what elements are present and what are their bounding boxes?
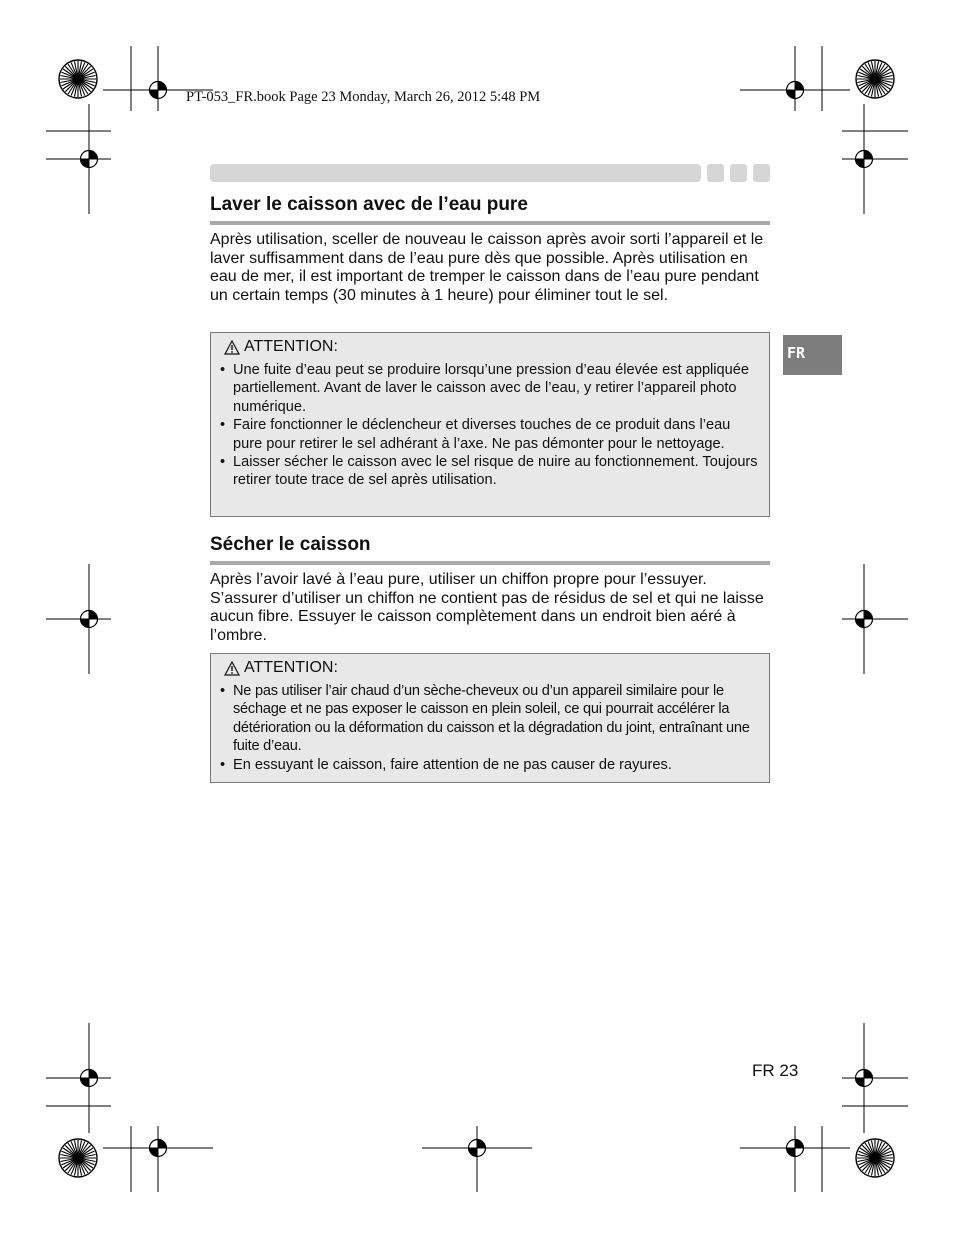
- section-paragraph-wash: Après utilisation, sceller de nouveau le caisson après avoir sorti l’appareil et le laver suffisamment dans de l’eau pure dès que possible. Après utilisation en eau de mer, il est important de tremper le caisson dans de l’eau pure pendant un certain temps (30 minutes à 1 heure) pour éliminer tout le sel.: [210, 231, 764, 304]
- language-tab: FR: [783, 335, 842, 375]
- caution-heading: [224, 658, 759, 678]
- caution-box-dry: [210, 653, 770, 783]
- section-title-dry: Sécher le caisson: [210, 534, 770, 565]
- band-square: [730, 164, 747, 182]
- caution-heading-text: ATTENTION:: [244, 659, 338, 676]
- caution-list: [220, 682, 759, 774]
- caution-item: • En essuyant le caisson, faire attention de ne pas causer de rayures.: [220, 756, 672, 773]
- caution-item: • Faire fonctionner le déclencheur et diverses touches de ce produit dans l’eau pure pour retirer le sel adhérant à l’axe. Ne pas démonter pour le nettoyage.: [220, 417, 731, 452]
- page-number: FR 23: [752, 1061, 799, 1080]
- section-title-wash: Laver le caisson avec de l’eau pure: [210, 194, 770, 225]
- caution-item: • Une fuite d’eau peut se produire lorsqu’une pression d’eau élevée est appliquée partiellement. Avant de laver le caisson avec de l’eau, y retirer l’appareil photo numérique.: [220, 362, 750, 415]
- print-header: PT-053_FR.book Page 23 Monday, March 26, 2012 5:48 PM: [186, 89, 541, 105]
- section-band: [210, 164, 772, 182]
- band-square: [707, 164, 724, 182]
- caution-item: • Ne pas utiliser l’air chaud d’un sèche-cheveux ou d’un appareil similaire pour le séchage et ne pas exposer le caisson en plein soleil, ce qui pourrait accélérer la détérioration ou la déformation du caisson et la dégradation du joint, entraînant une fuite d’eau.: [220, 683, 750, 755]
- warning-triangle-icon: [224, 661, 240, 676]
- caution-heading: [224, 337, 759, 357]
- section-paragraph-dry: Après l’avoir lavé à l’eau pure, utiliser un chiffon propre pour l’essuyer. S’assurer d’utiliser un chiffon ne contient pas de résidus de sel et qui ne laisse aucun fibre. Essuyer le caisson complètement dans un endroit bien aéré à l’ombre.: [210, 571, 764, 644]
- caution-item: • Laisser sécher le caisson avec le sel risque de nuire au fonctionnement. Toujours retirer toute trace de sel après utilisation.: [220, 454, 758, 489]
- caution-list: [220, 361, 759, 490]
- warning-triangle-icon: [224, 340, 240, 355]
- caution-heading-text: ATTENTION:: [244, 338, 338, 355]
- caution-box-wash: [210, 332, 770, 517]
- band-bar: [210, 164, 701, 182]
- band-square: [753, 164, 770, 182]
